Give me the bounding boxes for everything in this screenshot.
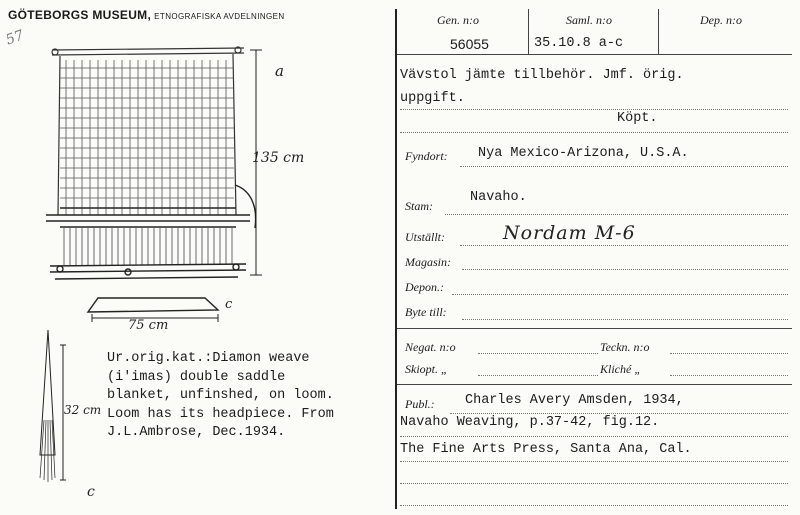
stam-value: Navaho.	[470, 190, 527, 205]
museum-name: GÖTEBORGS MUSEUM,	[8, 8, 152, 22]
rule-depon	[452, 293, 788, 295]
rule-skiopt	[478, 374, 598, 376]
header-divider-1	[528, 9, 529, 54]
rule-publ1	[450, 412, 788, 414]
rule-2	[400, 131, 788, 133]
kliche-label: Kliché „	[600, 362, 641, 376]
depon-label: Depon.:	[405, 280, 444, 294]
rule-1	[400, 108, 788, 110]
header-bottom-rule	[397, 54, 792, 55]
object-title-line2: uppgift.	[400, 91, 465, 106]
sketch-label-c-top: c	[225, 297, 233, 312]
acquired-note: Köpt.	[617, 111, 658, 126]
card-divider	[395, 9, 397, 509]
corner-mark: 57	[3, 27, 27, 49]
rule-negat	[478, 352, 598, 354]
dep-label: Dep. n:o	[700, 13, 742, 27]
fyndort-label: Fyndort:	[405, 149, 448, 163]
stam-label: Stam:	[405, 199, 433, 213]
gen-value: 56055	[450, 36, 489, 52]
publ-line3: The Fine Arts Press, Santa Ana, Cal.	[400, 442, 692, 457]
publ-line1: Charles Avery Amsden, 1934,	[465, 393, 684, 408]
utstallt-label: Utställt:	[405, 230, 446, 244]
height-measure-label: 135 cm	[252, 150, 305, 166]
rule-kliche	[670, 374, 788, 376]
rule-fyndort	[460, 165, 788, 167]
byte-label: Byte till:	[405, 305, 447, 319]
stick-measure-label: 32 cm	[64, 403, 102, 417]
width-measure-label: 75 cm	[128, 318, 169, 333]
rule-byte	[462, 318, 788, 320]
saml-label: Saml. n:o	[566, 13, 612, 27]
rule-publ4	[400, 482, 788, 484]
rule-utstallt	[460, 244, 788, 246]
skiopt-label: Skiopt. „	[405, 362, 448, 376]
rule-magasin	[462, 268, 788, 270]
sketch-label-a: a	[275, 62, 284, 80]
object-title-line1: Vävstol jämte tillbehör. Jmf. örig.	[400, 68, 684, 83]
negat-label: Negat. n:o	[405, 340, 456, 354]
rule-publ3	[400, 460, 788, 462]
sketch-label-c-bottom: c	[87, 484, 95, 500]
department-name: ETNOGRAFISKA AVDELNINGEN	[154, 12, 285, 21]
publ-line2: Navaho Weaving, p.37-42, fig.12.	[400, 415, 660, 430]
rule-publ5	[400, 504, 788, 506]
rule-teckn	[670, 352, 788, 354]
fyndort-value: Nya Mexico-Arizona, U.S.A.	[478, 146, 689, 161]
saml-value: 35.10.8 a-c	[534, 36, 624, 51]
section-rule	[397, 328, 792, 329]
utstallt-value: Nordam M-6	[503, 222, 636, 244]
magasin-label: Magasin:	[405, 255, 451, 269]
publ-label: Publ.:	[405, 397, 435, 411]
publ-rule	[397, 384, 792, 385]
rule-stam	[445, 213, 788, 215]
rule-publ2	[400, 435, 788, 437]
catalogue-description: Ur.orig.kat.:Diamon weave (i'imas) double saddle blanket, unfinshed, on loom. Loom has its headpiece. From J.L.Ambrose, Dec.1934.	[107, 351, 334, 440]
gen-label: Gen. n:o	[437, 13, 479, 27]
teckn-label: Teckn. n:o	[600, 340, 650, 354]
header-divider-2	[658, 9, 659, 54]
